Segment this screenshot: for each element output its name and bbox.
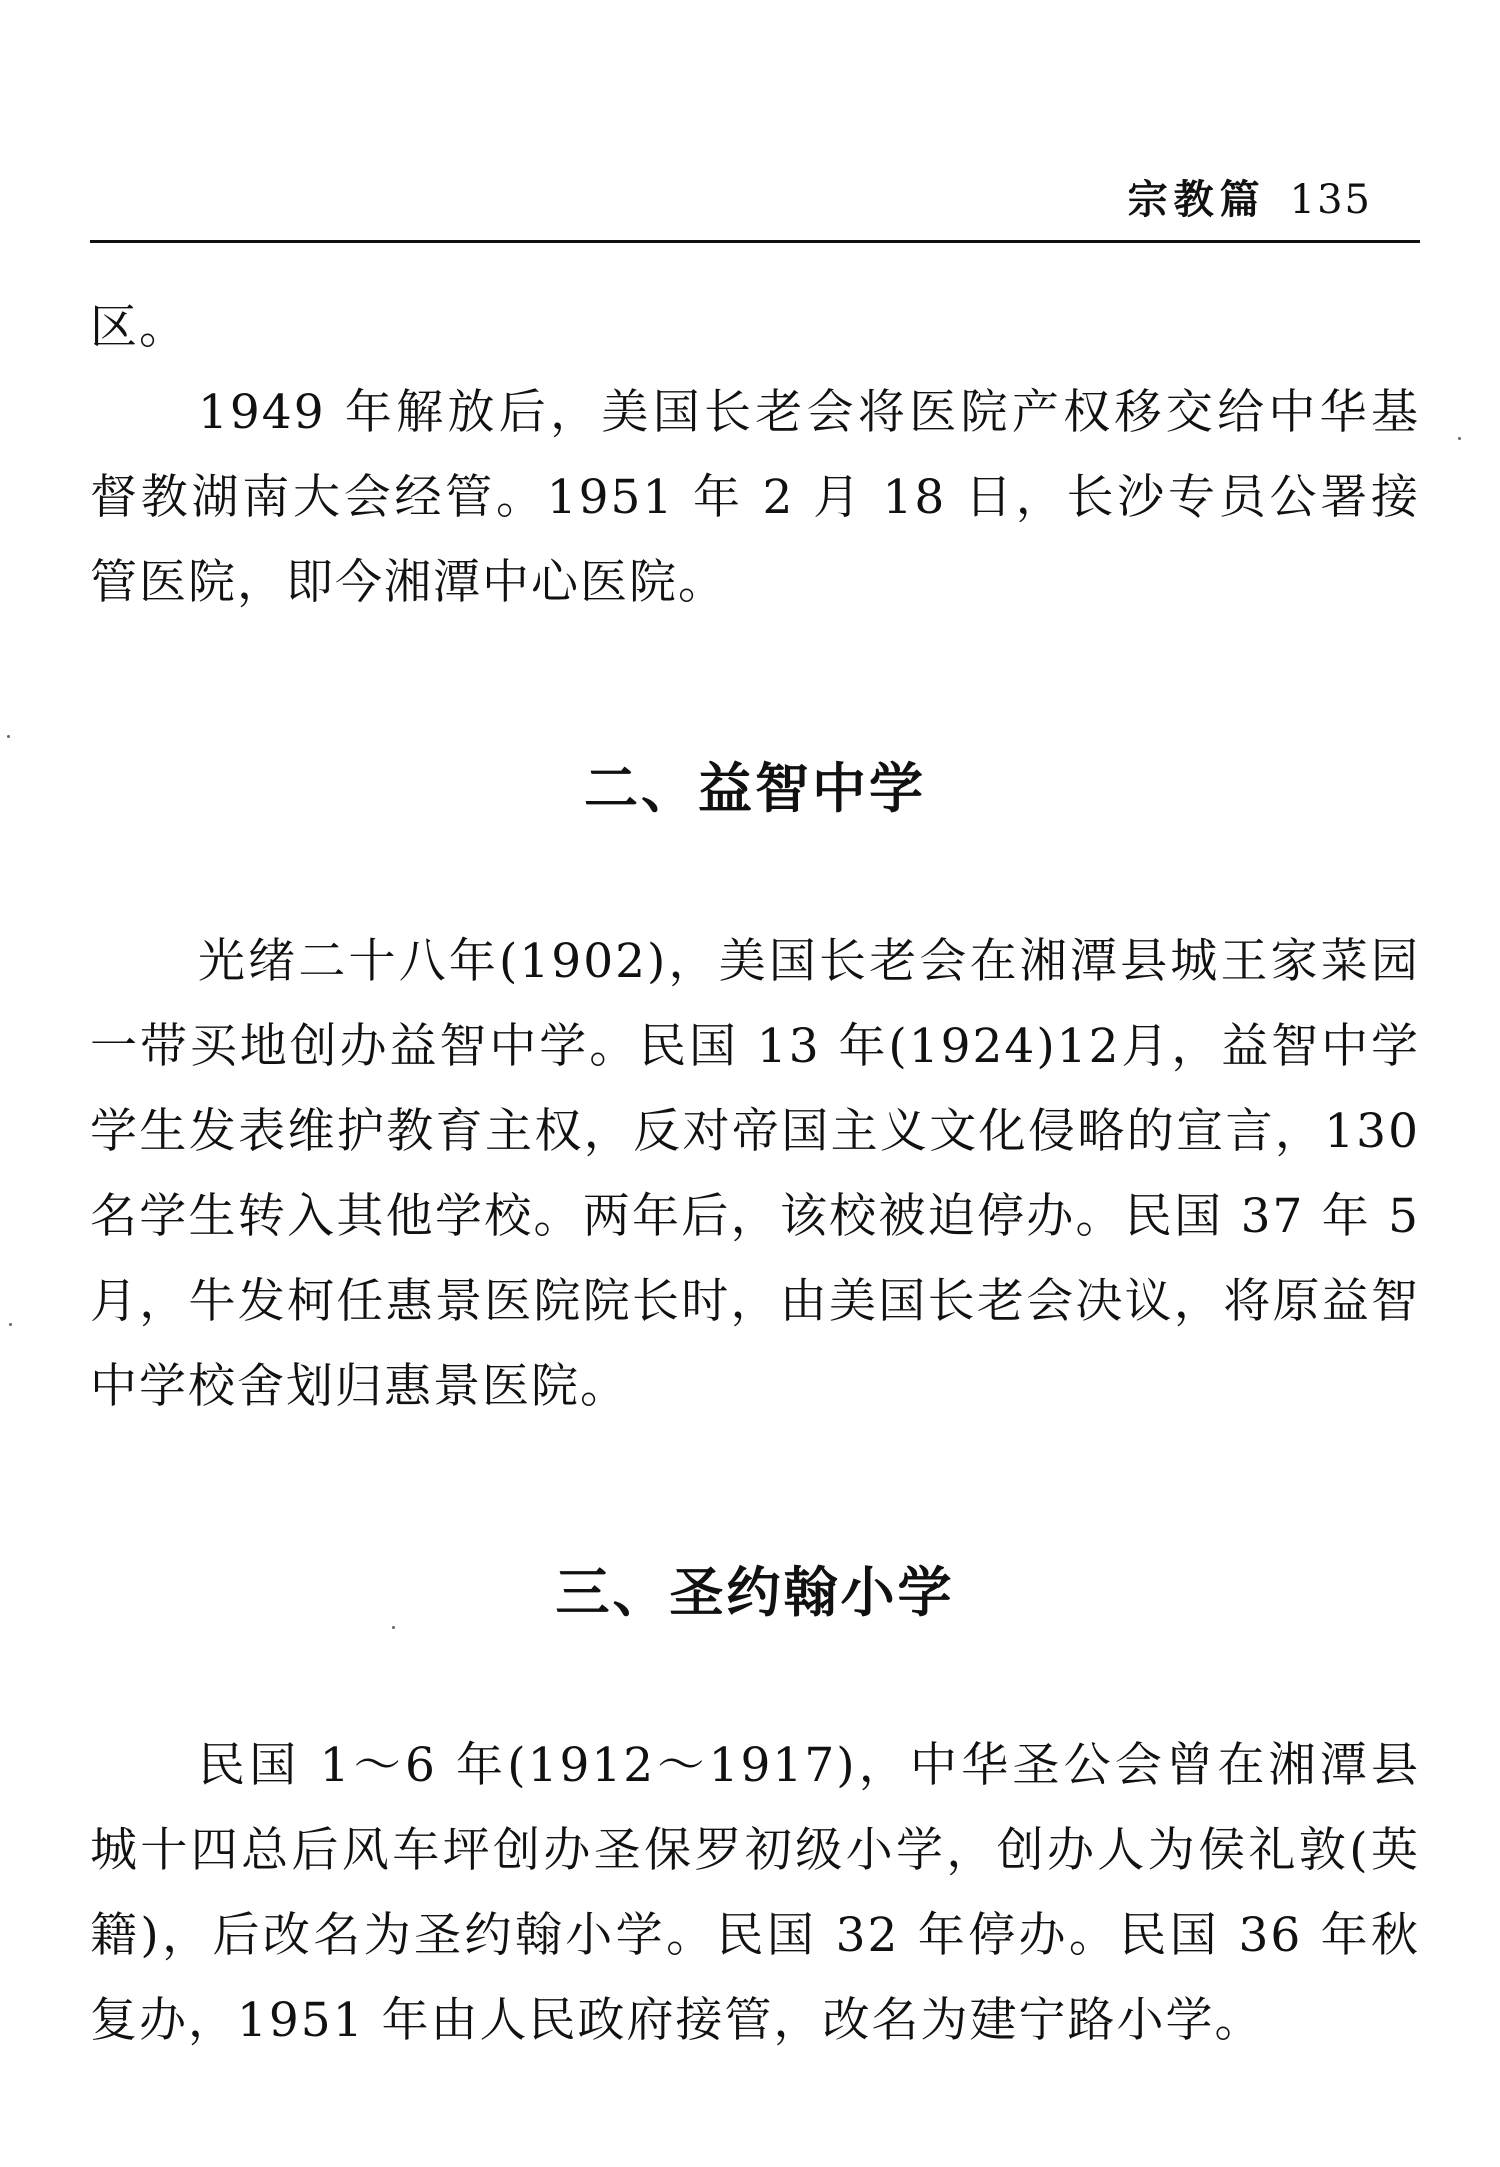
paragraph-continuation: 区。 — [90, 300, 188, 355]
scan-speck — [9, 1323, 12, 1326]
page-number: 135 — [1289, 177, 1372, 223]
scan-speck — [7, 735, 10, 738]
scan-speck — [392, 1626, 395, 1629]
body-text — [90, 285, 1420, 2063]
header-rule — [90, 240, 1420, 243]
paragraph-hospital-handover: 1949 年解放后，美国长老会将医院产权移交给中华基督教湖南大会经管。1951 年 2 月 18 日，长沙专员公署接管医院，即今湘潭中心医院。 — [90, 385, 1420, 610]
section-heading-st-john: 三、圣约翰小学 — [555, 1560, 955, 1624]
paragraph-st-john-school: 民国 1～6 年(1912～1917)，中华圣公会曾在湘潭县城十四总后风车坪创办圣保罗初级小学，创办人为侯礼敦(英籍)，后改名为圣约翰小学。民国 32 年停办。民国 36 年秋复办，1951 年由人民政府接管，改名为建宁路小学。 — [90, 1738, 1420, 2048]
section-title: 宗教篇 — [1127, 176, 1266, 223]
scan-speck — [1458, 437, 1461, 440]
running-header — [1128, 168, 1372, 225]
section-heading-yizhi: 二、益智中学 — [584, 756, 926, 820]
paragraph-yizhi-school: 光绪二十八年(1902)，美国长老会在湘潭县城王家菜园一带买地创办益智中学。民国 13 年(1924)12月，益智中学学生发表维护教育主权，反对帝国主义文化侵略的宣言，130 名学生转入其他学校。两年后，该校被迫停办。民国 37 年 5 月，牛发柯任惠景医院院长时，由美国长老会决议，将原益智中学校舍划归惠景医院。 — [90, 934, 1420, 1414]
